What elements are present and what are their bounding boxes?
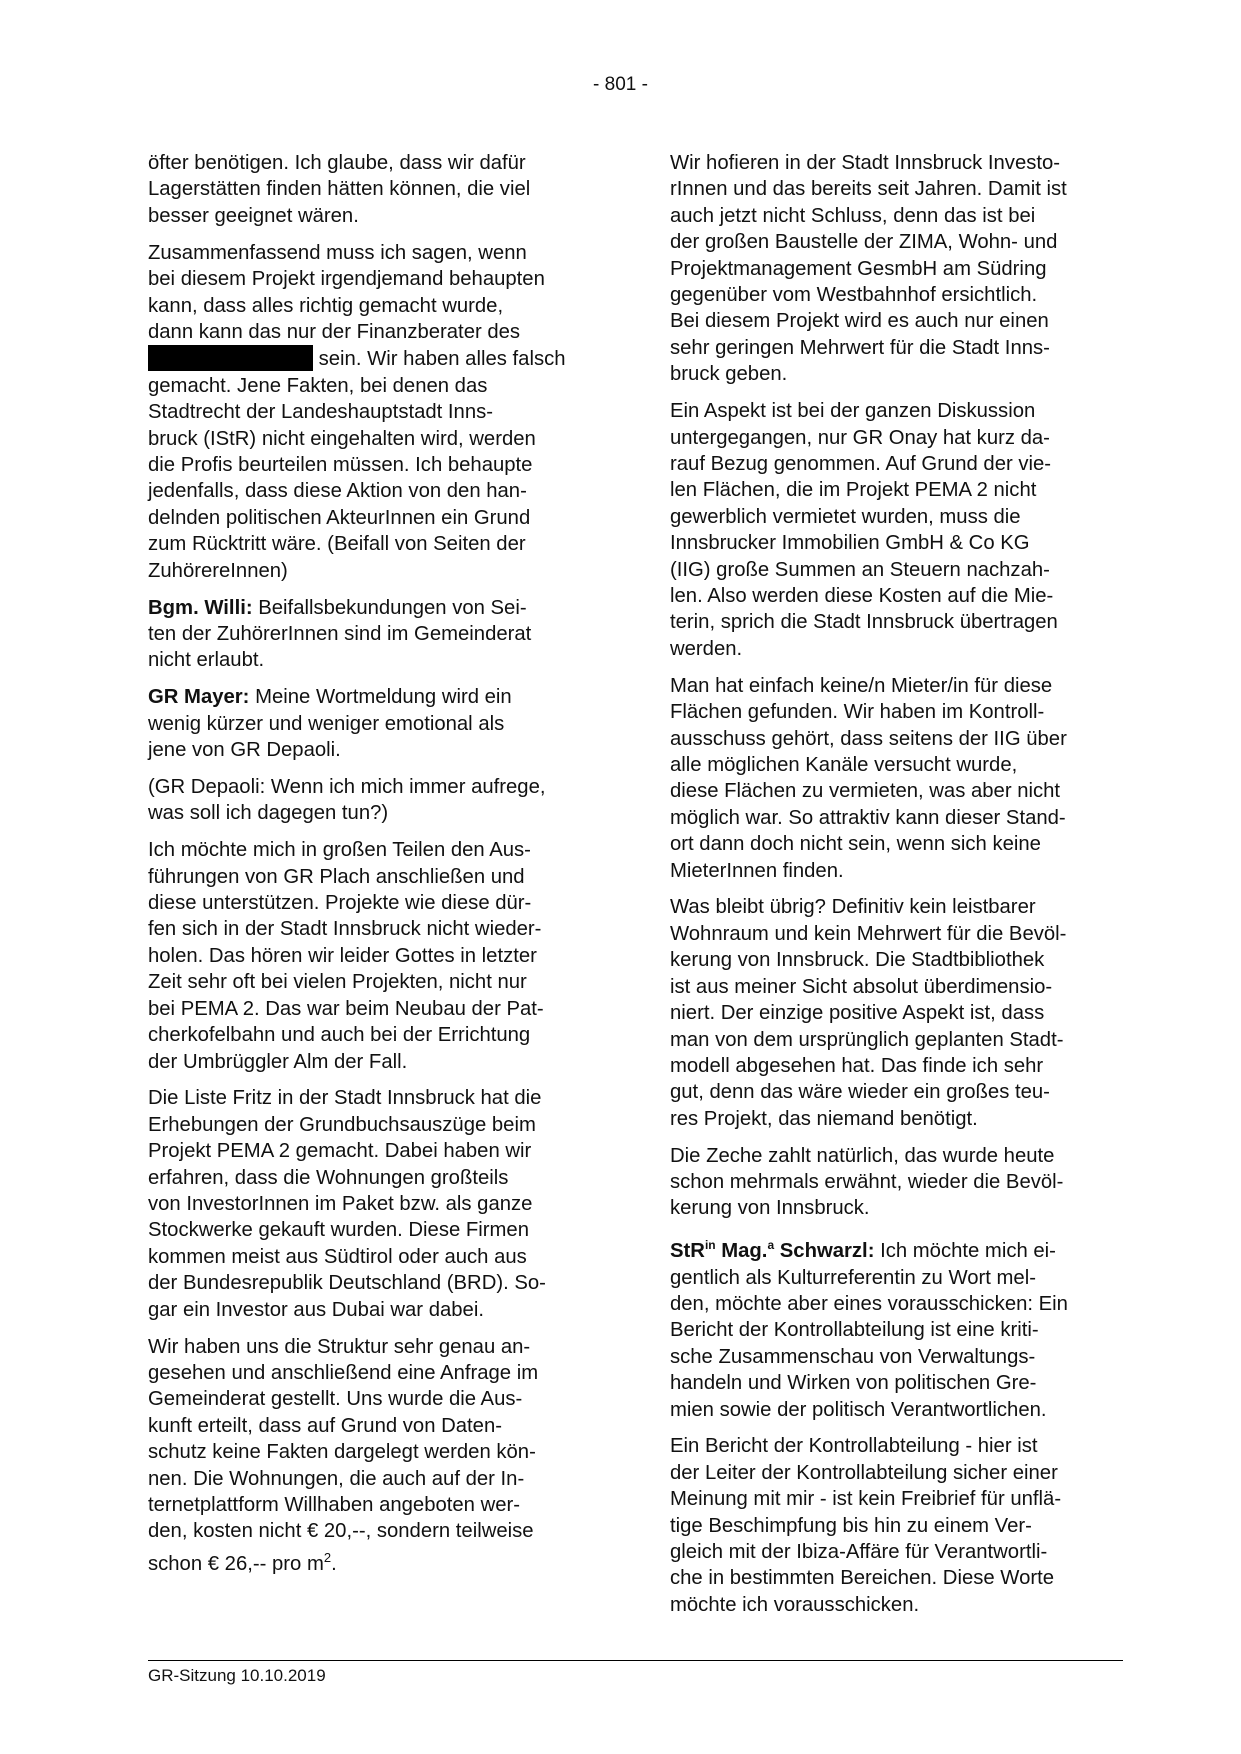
- speaker-name: Bgm. Willi:: [148, 596, 253, 619]
- speaker-title: Mag.: [715, 1240, 768, 1263]
- paragraph-text: Wir haben uns die Struktur sehr genau an- gesehen und anschließend eine Anfrage im Gemeinderat gestellt. Uns wurde die Aus- kunft erteilt, dass auf Grund von Daten- schutz keine Fakten dargelegt werden kön- nen. Die Wohnungen, die auch auf der In- ternetplattform Willhaben angeboten wer- den, kosten nicht € 20,--, sondern teilweise schon € 26,-- pro m: [148, 1335, 539, 1575]
- interjection: (GR Depaoli: Wenn ich mich immer aufrege, was soll ich dagegen tun?): [148, 775, 546, 825]
- speaker-surname: Schwarzl:: [774, 1240, 875, 1263]
- paragraph: Man hat einfach keine/n Mieter/in für diese Flächen gefunden. Wir haben im Kontroll- ausschuss gehört, dass seitens der IIG über alle möglichen Kanäle versucht wurde, diese Flächen zu vermieten, was aber nicht möglich war. So attraktiv kann dieser Stand- ort dann doch nicht sein, wenn sich keine MieterInnen finden.: [670, 674, 1067, 882]
- speech-text: Ich möchte mich ei- gentlich als Kulturreferentin zu Wort mel- den, möchte aber eines vorausschicken: Ein Bericht der Kontrollabteilung ist eine kriti- sche Zusammenschau von Verwaltungs- handeln und Wirken von politischen Gre- mien sowie der politisch Verantwortlichen.: [670, 1240, 1068, 1421]
- superscript: in: [704, 1238, 716, 1253]
- speaker-paragraph: [148, 595, 598, 674]
- paragraph-text: .: [331, 1552, 337, 1575]
- paragraph: Ein Bericht der Kontrollabteilung - hier ist der Leiter der Kontrollabteilung sicher einer Meinung mit mir - ist kein Freibrief für unflä- tige Beschimpfung bis hin zu einem Ver- gleich mit der Ibiza-Affäre für Verantwortli- che in bestimmten Bereichen. Diese Worte möchte ich vorausschicken.: [670, 1435, 1062, 1616]
- paragraph: Die Liste Fritz in der Stadt Innsbruck hat die Erhebungen der Grundbuchsauszüge beim Projekt PEMA 2 gemacht. Dabei haben wir erfahren, dass die Wohnungen großteils von InvestorInnen im Paket bzw. als ganze Stockwerke gekauft wurden. Diese Firmen kommen meist aus Südtirol oder auch aus der Bundesrepublik Deutschland (BRD). So- gar ein Investor aus Dubai war dabei.: [148, 1087, 546, 1321]
- speaker-paragraph: [148, 684, 598, 763]
- paragraph: Wir hofieren in der Stadt Innsbruck Investo- rInnen und das bereits seit Jahren. Damit ist auch jetzt nicht Schluss, denn das ist bei der großen Baustelle der ZIMA, Wohn- und Projektmanagement GesmbH am Südring gegenüber vom Westbahnhof ersichtlich. Bei diesem Projekt wird es auch nur einen sehr geringen Mehrwert für die Stadt Inns- bruck geben.: [670, 152, 1067, 386]
- speech-text: Beifallsbekundungen von Sei- ten der ZuhörerInnen sind im Gemeinderat nicht erlaubt.: [148, 596, 532, 672]
- paragraph: Die Zeche zahlt natürlich, das wurde heute schon mehrmals erwähnt, wieder die Bevöl- kerung von Innsbruck.: [670, 1144, 1064, 1220]
- redaction-block: [148, 345, 313, 371]
- speaker-name: [670, 1240, 874, 1262]
- speech-text: Meine Wortmeldung wird ein wenig kürzer und weniger emotional als jene von GR Depaoli.: [148, 686, 512, 762]
- paragraph-with-redaction: [148, 240, 598, 584]
- superscript: a: [767, 1238, 775, 1253]
- paragraph-text: Zusammenfassend muss ich sagen, wenn bei diesem Projekt irgendjemand behaupten kann, dass alles richtig gemacht wurde, dann kann das nur der Finanzberater des: [148, 241, 545, 343]
- right-column: [670, 150, 1120, 1629]
- footer-divider: [148, 1660, 1123, 1661]
- page-number: - 801 -: [593, 74, 648, 95]
- paragraph: [148, 1334, 598, 1577]
- paragraph: öfter benötigen. Ich glaube, dass wir dafür Lagerstätten finden hätten können, die viel besser geeignet wären.: [148, 152, 531, 227]
- paragraph-text: sein. Wir haben alles falsch gemacht. Jene Fakten, bei denen das Stadtrecht der Landeshauptstadt Inns- bruck (IStR) nicht eingehalten wird, werden die Profis beurteilen müssen. Ich behaupte jedenfalls, dass diese Aktion von den han- delnden politischen AkteurInnen ein Grund zum Rücktritt wäre. (Beifall von Seiten der ZuhörereInnen): [148, 348, 566, 582]
- paragraph: Ich möchte mich in großen Teilen den Aus- führungen von GR Plach anschließen und diese unterstützen. Projekte wie diese dür- fen sich in der Stadt Innsbruck nicht wieder- holen. Das hören wir leider Gottes in letzter Zeit sehr oft bei vielen Projekten, nicht nur bei PEMA 2. Das war beim Neubau der Pat- cherkofelbahn und auch bei der Errichtung der Umbrüggler Alm der Fall.: [148, 839, 544, 1073]
- speaker-paragraph: [670, 1232, 1120, 1423]
- footer-text: GR-Sitzung 10.10.2019: [148, 1666, 326, 1685]
- speaker-title: StR: [670, 1240, 705, 1263]
- left-column: [148, 150, 598, 1587]
- paragraph: Was bleibt übrig? Definitiv kein leistbarer Wohnraum und kein Mehrwert für die Bevöl- kerung von Innsbruck. Die Stadtbibliothek ist aus meiner Sicht absolut überdimensio- niert. Der einzige positive Aspekt ist, dass man von dem ursprünglich geplanten Stadt- modell abgesehen hat. Das finde ich sehr gut, denn das wäre wieder ein großes teu- res Projekt, das niemand benötigt.: [670, 896, 1067, 1130]
- superscript: 2: [323, 1549, 332, 1565]
- paragraph: Ein Aspekt ist bei der ganzen Diskussion untergegangen, nur GR Onay hat kurz da- rauf Bezug genommen. Auf Grund der vie- len Flächen, die im Projekt PEMA 2 nicht gewerblich vermietet wurden, muss die Innsbrucker Immobilien GmbH & Co KG (IIG) große Summen an Steuern nachzah- len. Also werden diese Kosten auf die Mie- terin, sprich die Stadt Innsbruck übertragen werden.: [670, 400, 1058, 660]
- speaker-name: GR Mayer:: [148, 686, 250, 709]
